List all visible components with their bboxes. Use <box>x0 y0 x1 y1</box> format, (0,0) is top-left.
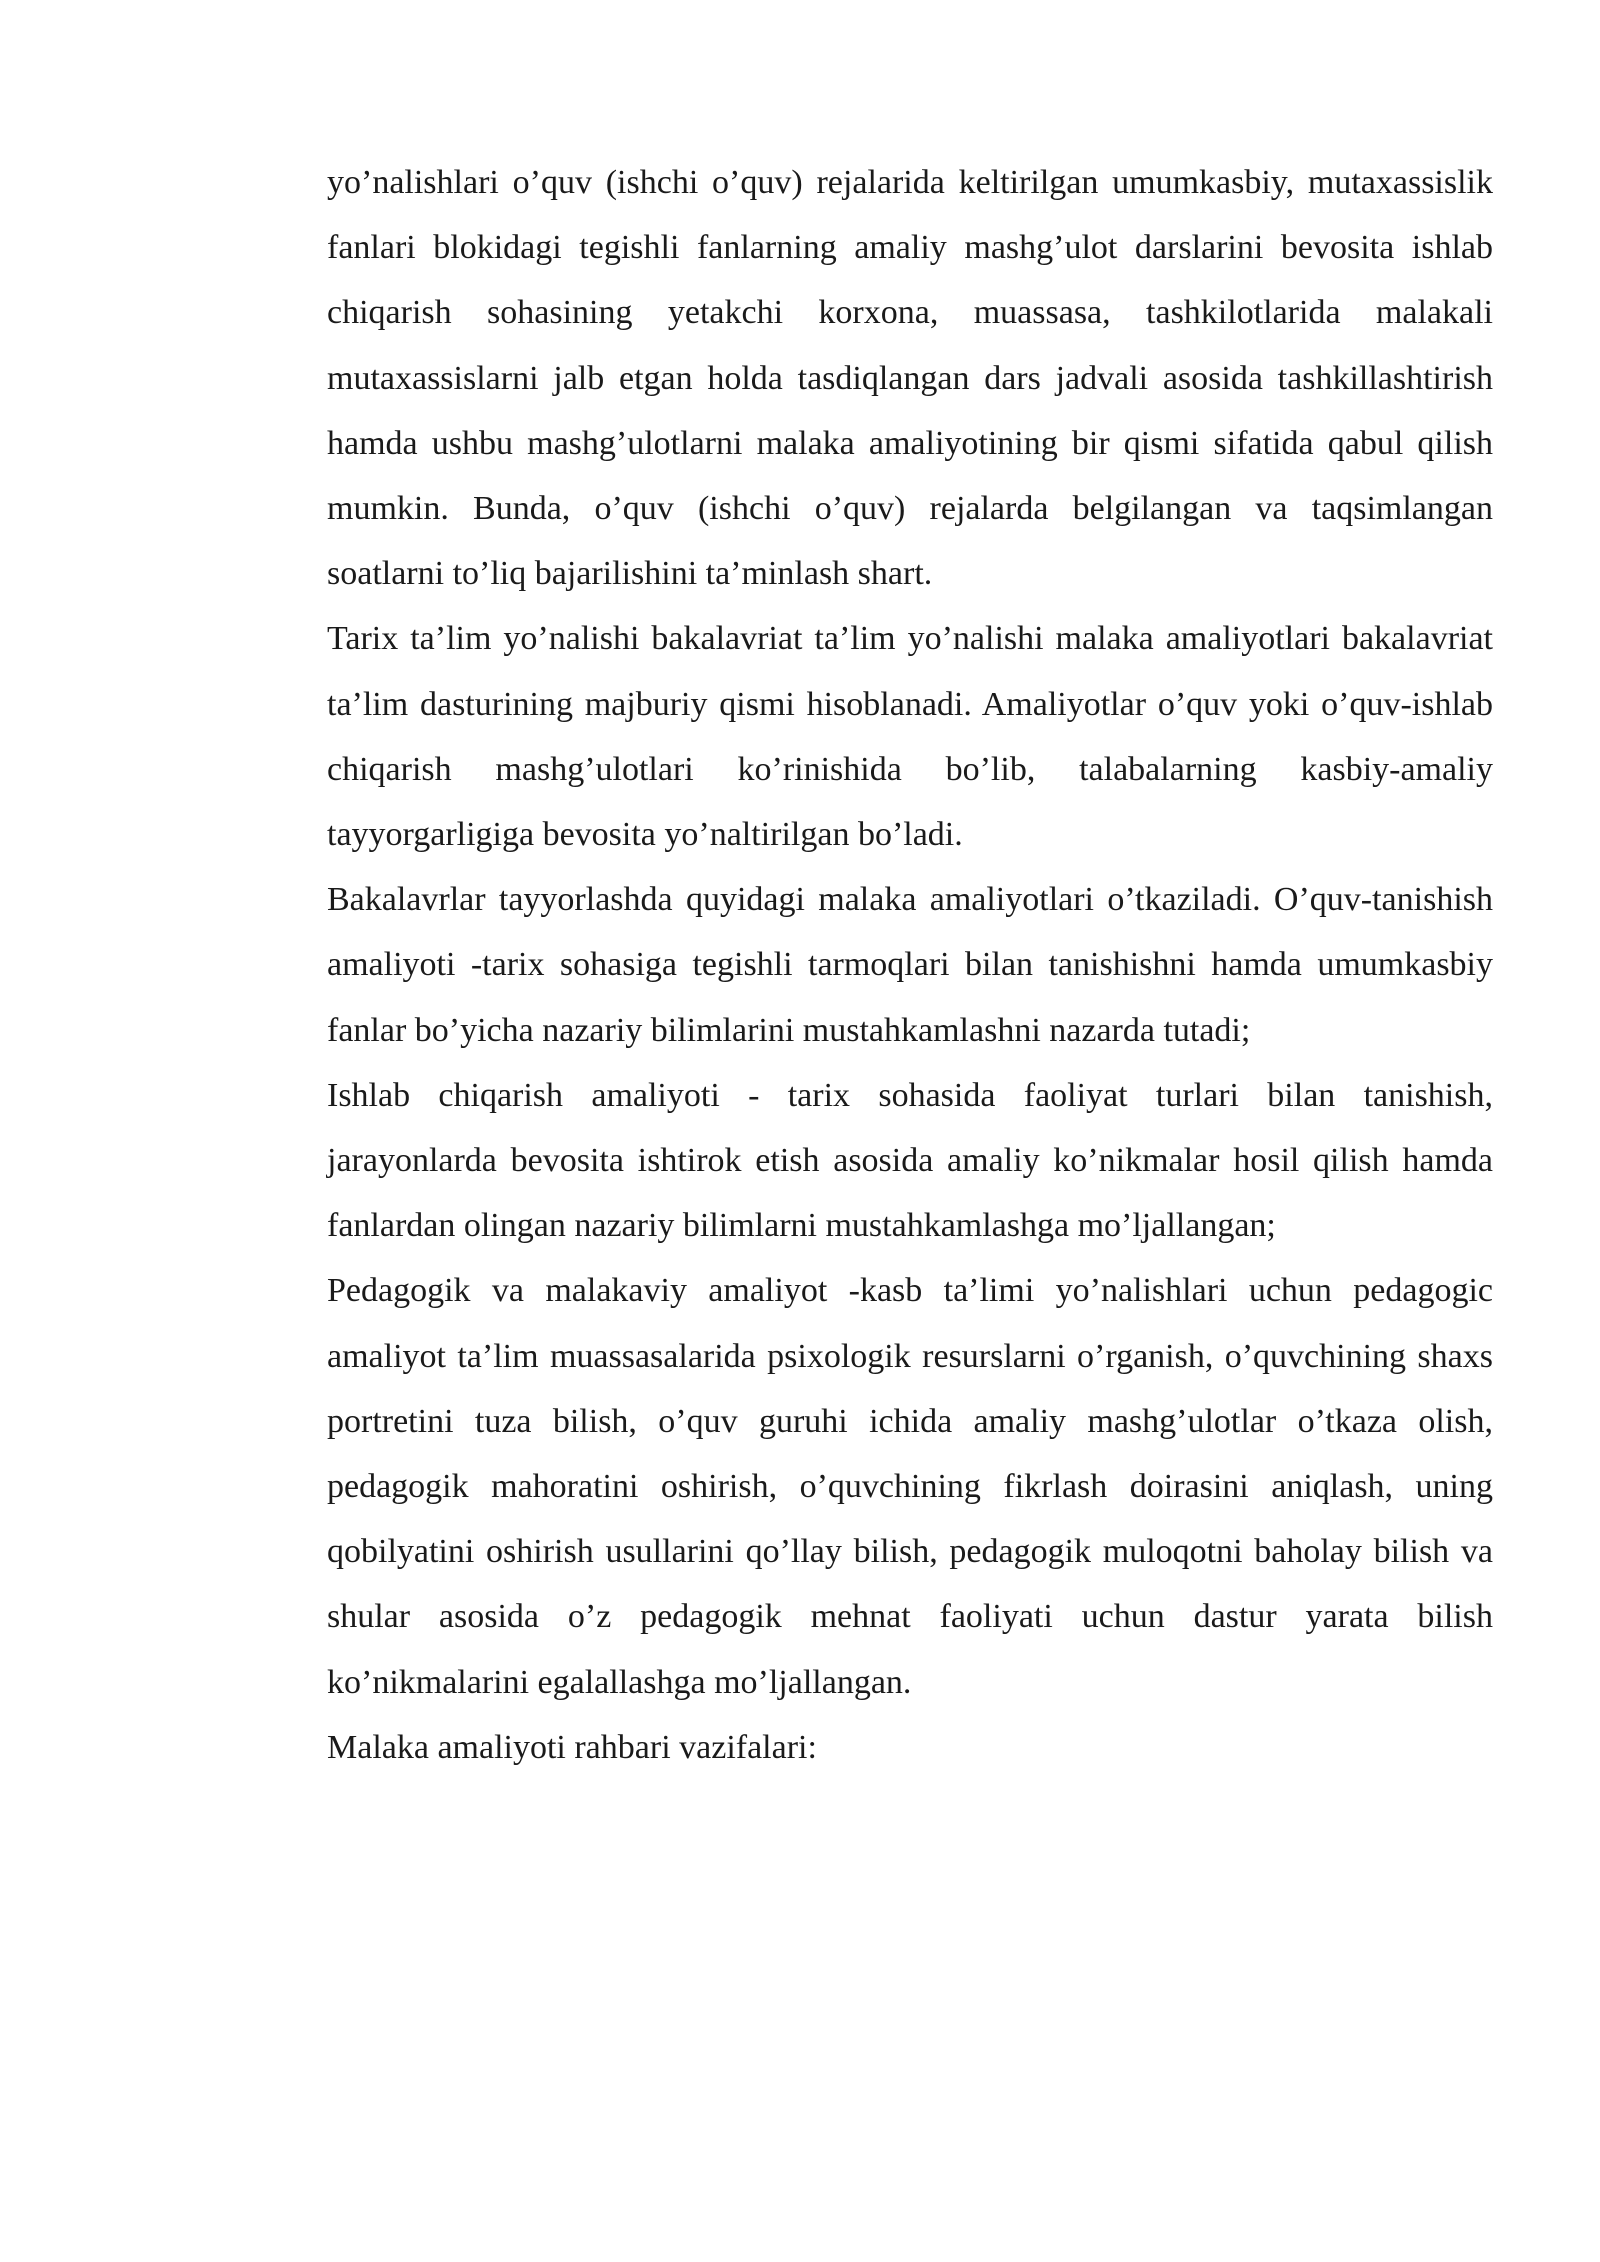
document-body <box>327 150 1493 1780</box>
paragraph-curriculum: yo’nalishlari o’quv (ishchi o’quv) rejalarida keltirilgan umumkasbiy, mutaxassislik fanlari blokidagi tegishli fanlarning amaliy mashg’ulot darslarini bevosita ishlab chiqarish sohasining yetakchi korxona, muassasa, tashkilotlarida malakali mutaxassislarni jalb etgan holda tasdiqlangan dars jadvali asosida tashkillashtirish hamda ushbu mashg’ulotlarni malaka amaliyotining bir qismi sifatida qabul qilish mumkin. Bunda, o’quv (ishchi o’quv) rejalarda belgilangan va taqsimlangan soatlarni to’liq bajarilishini ta’minlash shart. <box>327 164 1493 593</box>
paragraph-supervisor-duties: Malaka amaliyoti rahbari vazifalari: <box>327 1728 817 1766</box>
paragraph-pedagogical-practice: Pedagogik va malakaviy amaliyot -kasb ta’limi yo’nalishlari uchun pedagogic amaliyot ta’lim muassasalarida psixologik resurslarni o’rganish, o’quvchining shaxs portretini tuza bilish, o’quv guruhi ichida amaliy mashg’ulotlar o’tkaza olish, pedagogik mahoratini oshirish, o’quvchining fikrlash doirasini aniqlash, uning qobilyatini oshirish usullarini qo’llay bilish, pedagogik muloqotni baholay bilish va shular asosida o’z pedagogik mehnat faoliyati uchun dastur yarata bilish ko’nikmalarini egalallashga mo’ljallangan. <box>327 1272 1493 1701</box>
paragraph-practice-types: Bakalavrlar tayyorlashda quyidagi malaka amaliyotlari o’tkaziladi. O’quv-tanishish amaliyoti -tarix sohasiga tegishli tarmoqlari bilan tanishishni hamda umumkasbiy fanlar bo’yicha nazariy bilimlarini mustahkamlashni nazarda tutadi; <box>327 881 1493 1049</box>
paragraph-production-practice: Ishlab chiqarish amaliyoti - tarix sohasida faoliyat turlari bilan tanishish, jarayonlarda bevosita ishtirok etish asosida amaliy ko’nikmalar hosil qilish hamda fanlardan olingan nazariy bilimlarni mustahkamlashga mo’ljallangan; <box>327 1076 1493 1245</box>
paragraph-bachelor-practice: Tarix ta’lim yo’nalishi bakalavriat ta’lim yo’nalishi malaka amaliyotlari bakalavriat ta’lim dasturining majburiy qismi hisoblanadi. Amaliyotlar o’quv yoki o’quv-ishlab chiqarish mashg’ulotlari ko’rinishida bo’lib, talabalarning kasbiy-amaliy tayyorgarligiga bevosita yo’naltirilgan bo’ladi. <box>327 620 1493 854</box>
